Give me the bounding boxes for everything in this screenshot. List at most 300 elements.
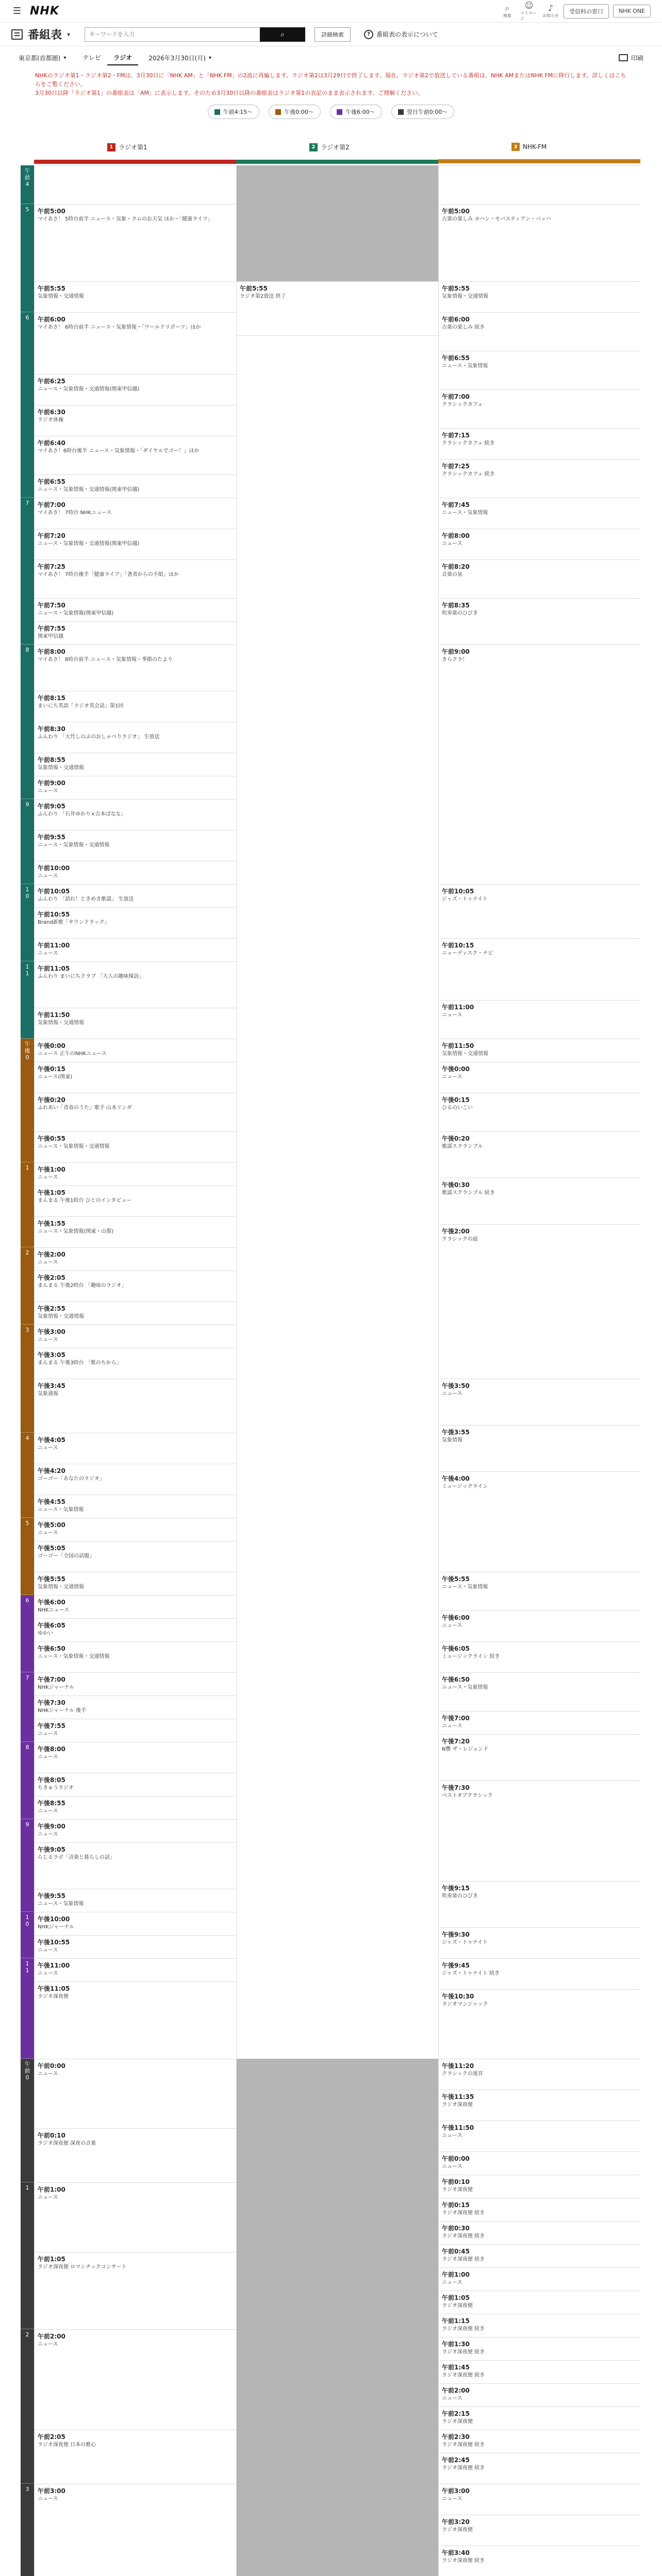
program-title: ラジオ深夜便 続き xyxy=(442,2210,485,2216)
program-item[interactable] xyxy=(35,1270,236,1301)
program-item[interactable] xyxy=(439,1927,640,1958)
program-item[interactable] xyxy=(35,312,236,374)
program-time: 午前8:00 xyxy=(38,648,65,655)
time-jump-bar xyxy=(0,105,662,119)
program-title: マイあさ！ 6時台前半 ニュース・気象情報・「ワールドリポーツ」ほか xyxy=(38,325,201,330)
program-item[interactable] xyxy=(35,1981,236,2059)
program-item[interactable] xyxy=(35,1131,236,1162)
search-icon[interactable]: ⌕ 検索 xyxy=(503,3,511,18)
program-time: 午後7:55 xyxy=(38,1722,65,1730)
program-title: ニュース xyxy=(38,2496,58,2502)
program-item[interactable] xyxy=(439,2121,640,2151)
program-title: ニュース xyxy=(442,541,462,547)
program-time: 午前1:45 xyxy=(442,2364,470,2371)
nhk-one-button[interactable]: NHK ONE xyxy=(613,5,651,18)
channel-1 xyxy=(34,125,236,165)
program-time: 午後7:30 xyxy=(38,1699,65,1706)
program-item[interactable] xyxy=(35,1495,236,1518)
program-item[interactable] xyxy=(439,2175,640,2198)
hour-label: 7 xyxy=(21,498,34,645)
program-item[interactable] xyxy=(439,938,640,1000)
program-title: ラジオマンジャック xyxy=(442,2002,488,2007)
program-item[interactable] xyxy=(35,1889,236,1912)
program-time: 午前3:00 xyxy=(442,2487,470,2495)
color-square-icon xyxy=(275,109,281,115)
program-title: クラシックの庭 xyxy=(442,1236,478,1242)
program-title: 気象情報・交通情報 xyxy=(442,1051,488,1057)
program-item[interactable] xyxy=(439,2221,640,2244)
program-item[interactable] xyxy=(439,1958,640,1989)
program-item[interactable] xyxy=(439,1039,640,1062)
program-item[interactable] xyxy=(439,1379,640,1425)
program-item[interactable] xyxy=(439,204,640,281)
program-item[interactable] xyxy=(439,1000,640,1039)
program-title: ニュース xyxy=(38,1337,58,1343)
program-time: 午前6:00 xyxy=(442,316,470,323)
question-icon: ? xyxy=(364,30,373,39)
program-item[interactable] xyxy=(439,459,640,498)
program-item[interactable] xyxy=(35,2252,236,2329)
program-title: ラジオ深夜便 続き xyxy=(442,2349,485,2355)
program-title: ラジオ深夜便 深夜の音楽 xyxy=(38,2141,96,2146)
program-time: 午後4:55 xyxy=(38,1498,65,1505)
program-item[interactable] xyxy=(439,1471,640,1572)
program-time: 午後1:00 xyxy=(38,1166,65,1173)
program-item[interactable] xyxy=(35,722,236,753)
program-time: 午前2:05 xyxy=(38,2433,65,2441)
program-title: マイあさ！ 5時台前半 ニュース・気象・ラムのお天気 ほか・「健康ライフ」 xyxy=(38,216,213,222)
program-title: ニュース(関東) xyxy=(38,1074,73,1080)
hour-label: 1 0 xyxy=(21,1912,34,1958)
program-item[interactable] xyxy=(35,1958,236,1981)
program-item[interactable] xyxy=(35,1062,236,1093)
program-time: 午前5:00 xyxy=(38,208,65,215)
program-item[interactable] xyxy=(439,389,640,428)
program-item[interactable] xyxy=(35,1541,236,1572)
date-select[interactable]: 2026年3月30日(月) ▾ xyxy=(148,54,212,62)
program-item[interactable] xyxy=(439,2151,640,2175)
search-box xyxy=(85,27,305,42)
channel-name: NHK-FM xyxy=(523,143,547,150)
area-select[interactable]: 東京都(首都圏) ▾ xyxy=(19,54,67,62)
program-title: ニュース・気象情報(関東甲信越) xyxy=(38,611,114,616)
program-time: 午後9:45 xyxy=(442,1962,470,1969)
program-item[interactable] xyxy=(35,1348,236,1379)
program-item[interactable] xyxy=(35,1433,236,1464)
program-item[interactable] xyxy=(35,1162,236,1185)
program-item[interactable] xyxy=(35,405,236,436)
program-time: 午前10:15 xyxy=(442,942,474,949)
channel-number-badge: 3 xyxy=(511,143,520,151)
program-title: ニュース xyxy=(38,1445,58,1451)
program-title: マイあさ！ 8時台前半 ニュース・気象情報・季節のたより xyxy=(38,657,173,663)
program-item[interactable] xyxy=(237,281,438,335)
program-item[interactable] xyxy=(35,1039,236,1062)
program-item[interactable] xyxy=(439,529,640,560)
program-item[interactable] xyxy=(35,1912,236,1935)
program-item[interactable] xyxy=(439,1093,640,1131)
program-title: ラジオ深夜便 xyxy=(38,1994,69,1999)
search-button[interactable]: ⌕ xyxy=(260,27,305,42)
program-item[interactable] xyxy=(35,938,236,961)
program-time: 午後9:55 xyxy=(38,1892,65,1900)
program-title: 気象情報・交通情報 xyxy=(442,294,488,299)
column-radio2 xyxy=(236,165,438,2576)
program-item[interactable] xyxy=(35,1216,236,1247)
program-item[interactable] xyxy=(35,1185,236,1216)
program-item[interactable] xyxy=(35,2059,236,2128)
program-item[interactable] xyxy=(439,645,640,884)
program-time: 午前11:05 xyxy=(38,965,70,972)
program-item[interactable] xyxy=(35,2484,236,2576)
program-title: ラジオ深夜便 ロマンチックコンサート xyxy=(38,2264,127,2270)
program-item[interactable] xyxy=(439,560,640,598)
program-title: NHKニュース xyxy=(38,1607,70,1613)
program-item[interactable] xyxy=(35,204,236,281)
program-title: ニュース xyxy=(442,2280,462,2285)
program-title: ジャズ・トゥナイト xyxy=(442,896,488,902)
program-item[interactable] xyxy=(439,2484,640,2515)
program-time: 午前8:35 xyxy=(442,602,470,609)
program-title: ふんわり 「語れ！ときめき歌謡」 生放送 xyxy=(38,896,134,902)
program-title: 気象情報 xyxy=(442,1437,462,1443)
program-title: ミュージックライン xyxy=(442,1484,488,1489)
program-time: 午後8:55 xyxy=(38,1800,65,1807)
column-radio1 xyxy=(34,165,236,2576)
program-time: 午前10:00 xyxy=(38,865,70,872)
program-time: 午後0:00 xyxy=(38,1042,65,1049)
program-item[interactable] xyxy=(35,799,236,830)
program-title: ジャズ・トゥナイト xyxy=(442,1940,488,1945)
program-item[interactable] xyxy=(439,2383,640,2406)
program-item[interactable] xyxy=(439,1062,640,1093)
program-time: 午後5:55 xyxy=(38,1575,65,1583)
program-title: ラジオ深夜便 続き xyxy=(442,2558,485,2564)
program-item[interactable] xyxy=(35,1379,236,1433)
program-item[interactable] xyxy=(35,861,236,884)
channel-number-badge: 1 xyxy=(107,143,115,151)
program-title: まんまる 午後2時台 「趣味のラジオ」 xyxy=(38,1283,127,1289)
program-item[interactable] xyxy=(439,884,640,938)
program-time: 午前8:15 xyxy=(38,694,65,702)
program-item[interactable] xyxy=(35,1325,236,1348)
program-title: ニュース xyxy=(38,1260,58,1265)
program-item[interactable] xyxy=(439,2453,640,2484)
program-item[interactable] xyxy=(35,560,236,598)
jump-button[interactable]: 午前4:15〜 xyxy=(208,105,260,119)
chevron-down-icon: ▾ xyxy=(63,55,67,61)
program-time: 午後3:00 xyxy=(38,1328,65,1335)
program-item[interactable] xyxy=(35,1247,236,1270)
program-item[interactable] xyxy=(35,498,236,529)
program-item[interactable] xyxy=(439,1881,640,1927)
program-time: 午後6:05 xyxy=(38,1622,65,1629)
program-time: 午後4:05 xyxy=(38,1436,65,1444)
program-title: ニュース xyxy=(38,1530,58,1536)
program-item[interactable] xyxy=(35,1842,236,1889)
program-item[interactable] xyxy=(35,1618,236,1641)
bell-icon[interactable]: ♪ お知らせ xyxy=(542,3,559,18)
program-time: 午後9:00 xyxy=(38,1823,65,1830)
program-item[interactable] xyxy=(35,1935,236,1958)
program-item[interactable] xyxy=(35,691,236,722)
color-square-icon xyxy=(337,109,342,115)
program-title: ニュース・気象情報(関東・山梨) xyxy=(38,1229,114,1234)
channel-color-bar xyxy=(34,160,236,164)
program-item[interactable] xyxy=(35,2430,236,2484)
program-time: 午前6:55 xyxy=(442,354,470,362)
program-title: ニュース xyxy=(38,1754,58,1760)
program-item[interactable] xyxy=(439,1672,640,1711)
program-time: 午後0:20 xyxy=(38,1096,65,1104)
program-item[interactable] xyxy=(439,1711,640,1734)
program-title: まいにち英語「ラジオ英会話」第1回 xyxy=(38,703,124,709)
program-item[interactable] xyxy=(35,1464,236,1495)
chevron-down-icon[interactable]: ▾ xyxy=(67,30,71,38)
program-title: ニュース xyxy=(442,1723,462,1729)
program-time: 午前3:40 xyxy=(442,2549,470,2556)
jump-button[interactable]: 午後0:00〜 xyxy=(269,105,321,119)
program-time: 午前2:15 xyxy=(442,2410,470,2417)
notice-text: NHKのラジオ第1・ラジオ第2・FMは、3月30日に「NHK AM」と「NHK FM」の2波に再編します。ラジオ第2は3月29日で終了します。現在、ラジオ第2で放送している番組は、NHK AMまたはNHK FMに移行します。詳しくはこちらをご覧ください。 xyxy=(35,72,626,88)
program-item[interactable] xyxy=(35,1518,236,1541)
program-item[interactable] xyxy=(35,474,236,498)
program-title: ニュース・気象情報・交通情報 xyxy=(38,1144,110,1149)
program-time: 午前11:00 xyxy=(442,1004,474,1011)
program-item[interactable] xyxy=(439,428,640,459)
program-item[interactable] xyxy=(439,2314,640,2337)
program-title: 古楽の楽しみ 続き xyxy=(442,325,485,330)
program-time: 午前7:20 xyxy=(38,532,65,539)
program-title: 気象情報・交通情報 xyxy=(38,765,84,771)
program-item[interactable] xyxy=(439,2059,640,2090)
program-time: 午前6:00 xyxy=(38,316,65,323)
program-item[interactable] xyxy=(35,1719,236,1742)
jump-button[interactable]: 翌日午前0:00〜 xyxy=(391,105,455,119)
program-item[interactable] xyxy=(439,2198,640,2221)
no-broadcast-block xyxy=(237,165,438,281)
program-item[interactable] xyxy=(35,753,236,776)
user-icon[interactable]: ☺ マイページ xyxy=(520,0,537,21)
program-title: ニュース xyxy=(38,951,58,956)
program-time: 午後5:00 xyxy=(38,1521,65,1529)
program-time: 午前7:15 xyxy=(442,432,470,439)
program-time: 午前1:00 xyxy=(442,2271,470,2278)
program-item[interactable] xyxy=(35,2182,236,2252)
program-item[interactable] xyxy=(35,884,236,907)
program-time: 午後9:15 xyxy=(442,1885,470,1892)
program-time: 午前6:40 xyxy=(38,439,65,447)
hour-label: 1 0 xyxy=(21,884,34,961)
program-item[interactable] xyxy=(35,436,236,474)
program-title: ラジオ深夜便 xyxy=(442,2419,473,2425)
channel-color-bar xyxy=(438,159,640,163)
program-time: 午前7:55 xyxy=(38,625,65,632)
program-item[interactable] xyxy=(35,598,236,621)
program-title: 関東甲信越 xyxy=(38,634,63,639)
program-time: 午前7:25 xyxy=(442,463,470,470)
program-item[interactable] xyxy=(439,2360,640,2383)
search-input[interactable] xyxy=(85,27,260,42)
program-item[interactable] xyxy=(439,2090,640,2121)
program-time: 午前5:55 xyxy=(38,285,65,292)
program-item[interactable] xyxy=(439,1178,640,1224)
top-bar xyxy=(0,0,662,23)
program-time: 午後11:00 xyxy=(38,1962,70,1969)
program-time: 午後6:50 xyxy=(38,1645,65,1652)
program-item[interactable] xyxy=(35,2128,236,2182)
program-item[interactable] xyxy=(439,281,640,312)
page-title: 番組表 xyxy=(28,29,62,42)
program-item[interactable] xyxy=(439,498,640,529)
program-item[interactable] xyxy=(35,907,236,938)
program-item[interactable] xyxy=(35,281,236,312)
program-title: ラジオ深夜便 続き xyxy=(442,2257,485,2262)
program-item[interactable] xyxy=(439,1611,640,1641)
program-title: ラジオ第2放送 終了 xyxy=(240,294,286,299)
program-title: ラジオ深夜便 xyxy=(442,2303,473,2309)
program-title: ニュース・気象情報 xyxy=(442,510,488,516)
program-item[interactable] xyxy=(439,598,640,645)
program-time: 午前2:00 xyxy=(442,2387,470,2394)
program-item[interactable] xyxy=(439,1425,640,1471)
program-item[interactable] xyxy=(35,1796,236,1819)
program-title: ニュース xyxy=(442,2396,462,2401)
detail-search-button[interactable]: 詳細検索 xyxy=(315,27,351,42)
program-title: まんまる 午後1時台 ひとのインタビュー xyxy=(38,1198,132,1204)
tab-tv[interactable]: テレビ xyxy=(82,54,102,61)
program-item[interactable] xyxy=(35,2329,236,2430)
program-item[interactable] xyxy=(35,1595,236,1618)
program-time: 午後7:00 xyxy=(38,1676,65,1683)
program-title: N響 ザ・レジェンド xyxy=(442,1747,489,1752)
program-item[interactable] xyxy=(439,2291,640,2314)
program-item[interactable] xyxy=(439,1224,640,1379)
program-item[interactable] xyxy=(35,1773,236,1796)
program-time: 午前6:30 xyxy=(38,409,65,416)
program-title: きらクラ！ xyxy=(442,657,468,663)
program-item[interactable] xyxy=(35,961,236,1008)
program-item[interactable] xyxy=(439,2244,640,2267)
program-title: 古楽の楽しみ ヨハン・セバスティアン・バッハ xyxy=(442,216,551,222)
program-item[interactable] xyxy=(439,1131,640,1178)
program-item[interactable] xyxy=(35,1672,236,1696)
program-item[interactable] xyxy=(35,1641,236,1672)
program-title: ラジオ深夜便 日本の歌心 xyxy=(38,2442,96,2448)
program-time: 午後3:45 xyxy=(38,1382,65,1389)
program-item[interactable] xyxy=(439,312,640,351)
program-title: ニュース・気象情報 xyxy=(38,1507,84,1513)
help-link[interactable] xyxy=(364,30,438,39)
program-time: 午前7:45 xyxy=(442,501,470,509)
program-title: ニュース・気象情報 xyxy=(442,1584,488,1590)
program-time: 午後7:30 xyxy=(442,1784,470,1791)
program-time: 午前5:55 xyxy=(442,285,470,292)
program-item[interactable] xyxy=(439,2546,640,2576)
program-item[interactable] xyxy=(439,1781,640,1881)
program-item[interactable] xyxy=(439,2406,640,2430)
program-time: 午前6:55 xyxy=(38,478,65,485)
program-title: ふんわり 「大竹しのぶのおしゃべりラジオ」 生放送 xyxy=(38,734,160,740)
program-item[interactable] xyxy=(35,1572,236,1595)
program-title: クラシックカフェ xyxy=(442,402,483,408)
program-item[interactable] xyxy=(439,2337,640,2360)
program-time: 午前2:45 xyxy=(442,2456,470,2464)
program-item[interactable] xyxy=(35,1093,236,1131)
print-button[interactable]: 印刷 xyxy=(619,54,643,62)
program-title: ニュース xyxy=(38,2342,58,2347)
program-item[interactable] xyxy=(35,529,236,560)
program-title: NHKジャーナル 後半 xyxy=(38,1708,87,1714)
program-time: 午前8:30 xyxy=(38,725,65,733)
program-time: 午後5:05 xyxy=(38,1545,65,1552)
nhk-logo[interactable]: NHK xyxy=(30,5,59,18)
jump-button[interactable]: 午後6:00〜 xyxy=(330,105,382,119)
hour-label: 3 xyxy=(21,1325,34,1433)
program-item[interactable] xyxy=(35,621,236,645)
program-time: 午後7:20 xyxy=(442,1738,470,1745)
program-title: ニュース・気象情報 xyxy=(442,1685,488,1690)
program-item[interactable] xyxy=(35,374,236,405)
program-title: ラジオ深夜便 xyxy=(442,2102,473,2108)
program-item[interactable] xyxy=(439,2267,640,2291)
program-time: 午後9:05 xyxy=(38,1846,65,1853)
menu-icon[interactable]: ☰ xyxy=(12,6,22,16)
program-time: 午前10:55 xyxy=(38,911,70,918)
program-item[interactable] xyxy=(35,645,236,691)
program-item[interactable] xyxy=(439,351,640,389)
program-title: ゴーゴー「あなたのラジオ」 xyxy=(38,1476,105,1482)
program-item[interactable] xyxy=(439,1641,640,1672)
program-time: 午後11:35 xyxy=(442,2093,474,2100)
program-item[interactable] xyxy=(35,1008,236,1039)
program-time: 午前0:45 xyxy=(442,2248,470,2255)
program-time: 午前7:00 xyxy=(38,501,65,509)
chevron-down-icon: ▾ xyxy=(209,55,212,61)
program-item[interactable] xyxy=(439,2430,640,2453)
program-item[interactable] xyxy=(35,830,236,861)
program-time: 午前1:00 xyxy=(38,2186,65,2193)
program-time: 午前11:50 xyxy=(442,1042,474,1049)
media-tabs xyxy=(76,50,138,65)
color-square-icon xyxy=(398,109,404,115)
program-item[interactable] xyxy=(35,1301,236,1325)
program-item[interactable] xyxy=(439,2515,640,2546)
channel-name: ラジオ第1 xyxy=(119,144,147,151)
hour-label: 8 xyxy=(21,645,34,799)
program-item[interactable] xyxy=(35,776,236,799)
notice-text-2: 3月30日以降「ラジオ第1」の番組表は「AM」に表示します。そのため3月30日以降の番組表はラジオ第1の表記のまま表示されます。ご理解ください。 xyxy=(35,90,424,96)
channel-number-badge: 2 xyxy=(309,143,318,151)
tab-radio[interactable]: ラジオ xyxy=(107,50,138,65)
program-title: クラシックカフェ 続き xyxy=(442,471,495,477)
program-item[interactable] xyxy=(35,1696,236,1719)
program-time: 午後10:30 xyxy=(442,1993,474,2000)
program-item[interactable] xyxy=(35,1819,236,1842)
program-item[interactable] xyxy=(439,1989,640,2059)
program-item[interactable] xyxy=(35,1742,236,1773)
program-item[interactable] xyxy=(439,1734,640,1781)
program-title: ニュース・気象情報・交通情報(関東甲信越) xyxy=(38,541,140,547)
hour-label: 午 前 4 xyxy=(21,165,34,204)
fee-window-button[interactable]: 受信料の窓口 xyxy=(564,4,609,19)
program-time: 午前2:30 xyxy=(442,2433,470,2441)
program-time: 午後0:55 xyxy=(38,1135,65,1142)
program-time: 午後6:00 xyxy=(442,1614,470,1621)
program-title: ニュース xyxy=(442,1074,462,1080)
program-item[interactable] xyxy=(439,1572,640,1611)
program-time: 午後2:00 xyxy=(38,1251,65,1258)
